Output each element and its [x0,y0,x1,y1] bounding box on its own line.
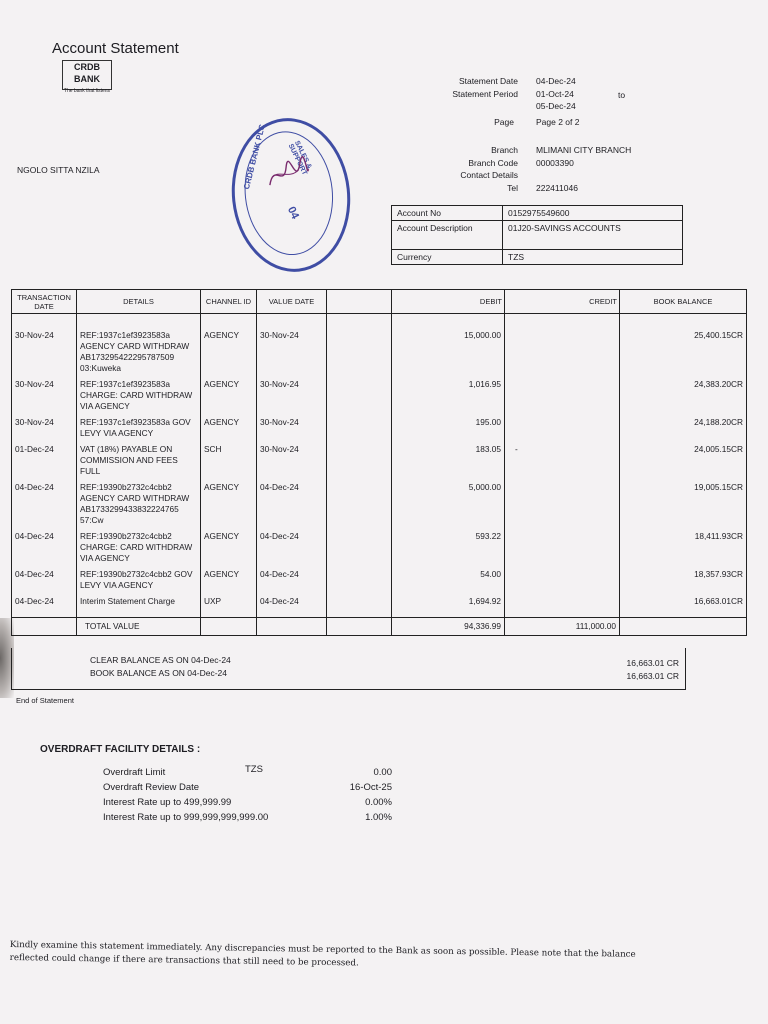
txn-details: Interim Statement Charge [77,595,201,608]
branch-code-label: Branch Code [468,157,518,168]
txn-debit: 54.00 [392,568,505,592]
txn-credit [505,314,620,376]
txn-date: 30-Nov-24 [12,378,77,413]
txn-details: REF:19390b2732c4cbb2 GOV LEVY VIA AGENCY [77,568,201,592]
account-info-table [391,205,683,265]
stamp-sales-text: SALES & SUPPORT [286,139,313,177]
statement-meta-labels [400,75,518,100]
txn-date: 01-Dec-24 [12,443,77,478]
total-debit: 94,336.99 [392,617,505,635]
book-balance-value: 16,663.01 CR [626,671,679,681]
col-transaction-date: TRANSACTION DATE [12,290,77,314]
txn-balance: 24,383.20CR [620,378,747,413]
tel-value: 222411046 [536,182,578,193]
col-book-balance: BOOK BALANCE [620,290,747,314]
txn-value-date: 04-Dec-24 [257,595,327,608]
txn-balance: 16,663.01CR [620,595,747,608]
total-label: TOTAL VALUE [77,617,201,635]
txn-debit: 183.05 [392,443,505,478]
col-channel-id: CHANNEL ID [201,290,257,314]
txn-details: VAT (18%) PAYABLE ON COMMISSION AND FEES FULL [77,443,201,478]
txn-balance: 18,357.93CR [620,568,747,592]
end-of-statement: End of Statement [16,696,74,705]
txn-details: REF:1937c1ef3923583a GOV LEVY VIA AGENCY [77,416,201,440]
txn-blank [327,443,392,478]
txn-channel: UXP [201,595,257,608]
table-row [12,530,747,565]
txn-credit: - [505,443,620,478]
overdraft-review-value: 16-Oct-25 [349,782,392,793]
table-header-row [12,290,747,314]
txn-blank [327,481,392,527]
account-no-label: Account No [392,206,503,221]
clear-balance-value: 16,663.01 CR [626,658,679,668]
txn-debit: 195.00 [392,416,505,440]
total-row [12,617,747,635]
txn-date: 30-Nov-24 [12,314,77,376]
txn-balance: 24,005.15CR [620,443,747,478]
table-row [12,568,747,592]
logo-text: CRDB BANK [74,62,100,84]
branch-value: MLIMANI CITY BRANCH [536,145,632,155]
overdraft-currency: TZS [245,764,263,775]
txn-channel: AGENCY [201,481,257,527]
txn-blank [327,595,392,608]
account-desc-value: 01J20-SAVINGS ACCOUNTS [503,221,683,250]
interest-rate-1-label: Interest Rate up to 499,999.99 [103,797,232,808]
statement-period-label: Statement Period [452,88,518,99]
txn-date: 04-Dec-24 [12,530,77,565]
txn-credit [505,416,620,440]
txn-value-date: 30-Nov-24 [257,378,327,413]
table-row [12,443,747,478]
txn-credit [505,378,620,413]
txn-details: REF:1937c1ef3923583a CHARGE: CARD WITHDRAW VIA AGENCY [77,378,201,413]
col-value-date: VALUE DATE [257,290,327,314]
txn-debit: 593.22 [392,530,505,565]
overdraft-heading: OVERDRAFT FACILITY DETAILS : [40,744,201,755]
period-from-value: 01-Oct-24 [536,88,574,99]
txn-credit [505,568,620,592]
txn-credit [505,481,620,527]
txn-date: 04-Dec-24 [12,568,77,592]
txn-details: REF:19390b2732c4cbb2 AGENCY CARD WITHDRAW AB1733299433832224765 57:Cw [77,481,201,527]
overdraft-labels [103,765,268,825]
txn-balance: 25,400.15CR [620,314,747,376]
txn-value-date: 04-Dec-24 [257,568,327,592]
txn-date: 04-Dec-24 [12,595,77,608]
txn-debit: 5,000.00 [392,481,505,527]
footer-notice: Kindly examine this statement immediately. Any discrepancies must be reported to the Bank as soon as possible. Please note that the balance reflected could change if there are transactions that still need to be processed. [9,939,636,969]
txn-value-date: 04-Dec-24 [257,530,327,565]
txn-balance: 24,188.20CR [620,416,747,440]
branch-labels [400,144,518,194]
overdraft-review-label: Overdraft Review Date [103,782,200,793]
clear-balance-label: CLEAR BALANCE AS ON 04-Dec-24 [90,655,231,665]
txn-value-date: 30-Nov-24 [257,416,327,440]
branch-values [536,144,696,194]
table-row [12,416,747,440]
account-desc-label: Account Description [392,221,503,250]
statement-date-label: Statement Date [458,76,518,86]
txn-blank [327,530,392,565]
txn-balance: 18,411.93CR [620,530,747,565]
txn-debit: 1,016.95 [392,378,505,413]
branch-label: Branch [491,145,518,155]
txn-blank [327,416,392,440]
page-title: Account Statement [52,40,179,57]
txn-value-date: 04-Dec-24 [257,481,327,527]
tel-label: Tel [507,182,518,193]
txn-balance: 19,005.15CR [620,481,747,527]
overdraft-limit-value: 0.00 [373,767,392,778]
col-debit: DEBIT [392,290,505,314]
signature-scribble [263,155,313,196]
txn-date: 30-Nov-24 [12,416,77,440]
contact-label: Contact Details [460,170,518,180]
table-row [12,314,747,376]
txn-channel: AGENCY [201,378,257,413]
currency-label: Currency [392,250,503,265]
transactions-body [12,314,747,618]
transactions-table [11,289,747,636]
book-balance-label: BOOK BALANCE AS ON 04-Dec-24 [90,667,227,678]
page-value: Page 2 of 2 [536,117,580,127]
period-to-value: 05-Dec-24 [536,101,576,111]
table-row [12,378,747,413]
txn-value-date: 30-Nov-24 [257,443,327,478]
bank-logo [62,60,112,94]
statement-meta-values [536,75,676,113]
currency-value: TZS [503,250,683,265]
txn-blank [327,568,392,592]
table-row [12,481,747,527]
account-no-value: 0152975549600 [503,206,683,221]
txn-credit [505,595,620,608]
txn-details: REF:1937c1ef3923583a AGENCY CARD WITHDRAW AB173295422295787509 03:Kuweka [77,314,201,376]
bank-received-stamp [224,112,357,277]
total-credit: 111,000.00 [505,617,620,635]
txn-channel: AGENCY [201,314,257,376]
col-credit: CREDIT [505,290,620,314]
col-details: DETAILS [77,290,201,314]
page-label: Page [494,117,514,127]
stamp-date-text: 04 [284,204,302,222]
txn-debit: 15,000.00 [392,314,505,376]
txn-value-date: 30-Nov-24 [257,314,327,376]
txn-debit: 1,694.92 [392,595,505,608]
logo-tagline: The bank that listens [63,88,111,94]
statement-date-value: 04-Dec-24 [536,76,576,86]
interest-rate-1-value: 0.00% [365,797,392,808]
stamp-bank-text: CRDB BANK PLC [242,123,267,191]
overdraft-limit-label: Overdraft Limit [103,767,166,778]
txn-date: 04-Dec-24 [12,481,77,527]
customer-name: NGOLO SITTA NZILA [17,165,100,175]
table-row [12,595,747,608]
txn-channel: AGENCY [201,416,257,440]
branch-code-value: 00003390 [536,157,574,168]
txn-credit [505,530,620,565]
interest-rate-2-label: Interest Rate up to 999,999,999,999.00 [103,812,269,823]
overdraft-values [320,765,392,825]
period-to-word: to [618,90,626,100]
txn-channel: AGENCY [201,530,257,565]
txn-details: REF:19390b2732c4cbb2 CHARGE: CARD WITHDRAW VIA AGENCY [77,530,201,565]
txn-channel: SCH [201,443,257,478]
interest-rate-2-value: 1.00% [365,812,392,823]
txn-channel: AGENCY [201,568,257,592]
txn-blank [327,378,392,413]
balance-summary [11,648,686,690]
txn-blank [327,314,392,376]
col-blank [327,290,392,314]
